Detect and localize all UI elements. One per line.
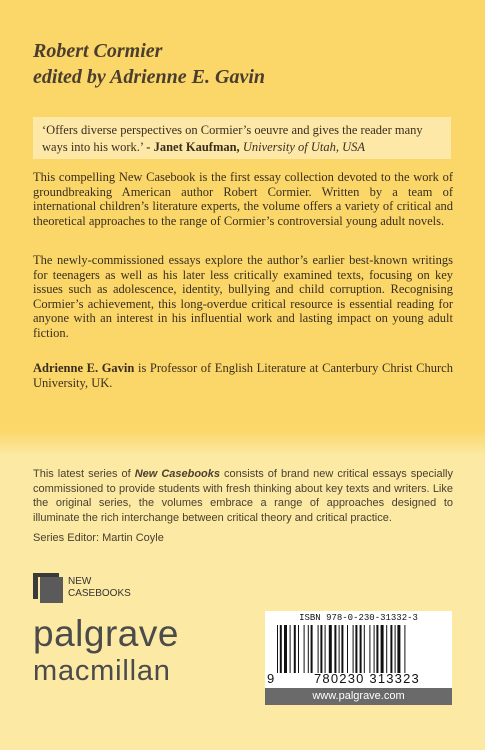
panel-gradient-band — [0, 430, 485, 456]
new-casebooks-logo-icon — [33, 573, 61, 603]
book-editor: edited by Adrienne E. Gavin — [33, 66, 266, 88]
publisher-logo-palgrave: palgrave — [33, 613, 179, 654]
quote-text: ‘Offers diverse perspectives on Cormier’s oeuvre and gives the reader many ways into his work.’ — [42, 123, 423, 154]
publisher-url: www.palgrave.com — [265, 688, 452, 705]
barcode-lead-digit: 9 — [267, 671, 275, 686]
series-editor-label: Series Editor: — [33, 532, 100, 544]
isbn-text: ISBN 978-0-230-31332-3 — [299, 613, 418, 623]
logo-line-2: CASEBOOKS — [68, 588, 131, 599]
book-author: Robert Cormier — [33, 40, 163, 62]
bio-text: is Professor of English Literature at Canterbury Christ Church University, UK. — [33, 361, 453, 390]
bio-name: Adrienne E. Gavin — [33, 361, 135, 375]
publisher-logo-macmillan: macmillan — [33, 655, 171, 687]
review-quote — [33, 117, 451, 159]
description-paragraph-1: This compelling New Casebook is the first essay collection devoted to the work of groundbreaking American author Robert Cormier. Written by a team of international children’s literature experts, the volume offers a variety of critical and theoretical approaches to the range of Cormier’s controversial young adult novels. — [33, 170, 453, 228]
series-text-after: consists of brand new critical essays specially commissioned to provide students with fresh thinking about key texts and writers. Like the original series, the volumes embrace a range of approaches designed to illuminate the rich interchange between critical theory and critical practice. — [33, 468, 453, 525]
series-name: New Casebooks — [134, 468, 221, 480]
series-description — [33, 467, 453, 526]
series-editor — [33, 532, 164, 544]
new-casebooks-wordmark — [68, 576, 131, 600]
isbn-barcode — [265, 611, 452, 688]
quote-attribution-name: - Janet Kaufman, — [146, 139, 240, 154]
barcode-bars — [277, 625, 447, 673]
logo-line-1: NEW — [68, 576, 92, 587]
quote-attribution-institution: University of Utah, USA — [242, 139, 366, 154]
barcode-digits: 780230 313323 — [314, 671, 420, 686]
editor-bio — [33, 361, 453, 390]
series-editor-name: Martin Coyle — [99, 532, 164, 544]
series-text-before: This latest series of — [33, 468, 135, 480]
description-paragraph-2: The newly-commissioned essays explore the author’s earlier best-known writings for teenagers as well as his later less critically examined texts, focusing on key issues such as adolescence, identity, bullying and child corruption. Recognising Cormier’s achievement, this long-overdue critical resource is essential reading for anyone with an interest in his influential work and lasting impact on young adult fiction. — [33, 253, 453, 340]
